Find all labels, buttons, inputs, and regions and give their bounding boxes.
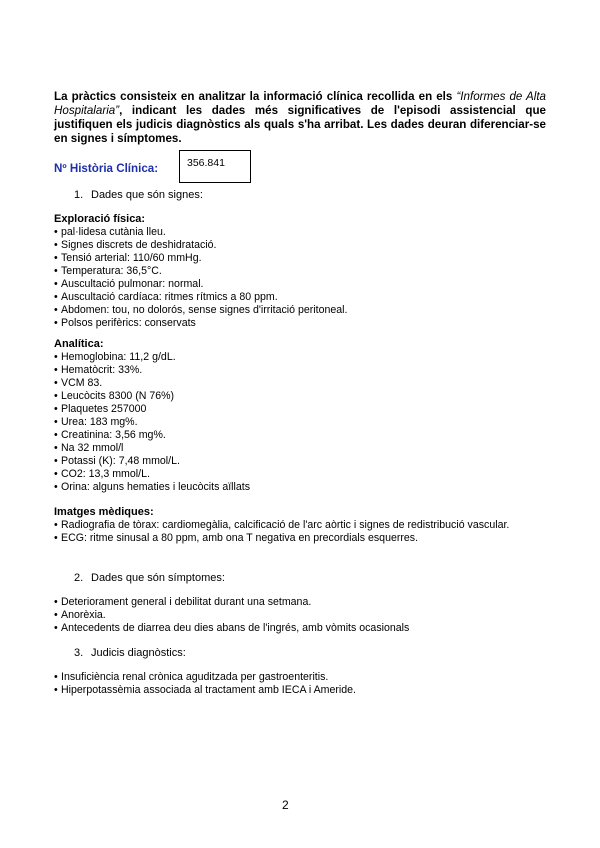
history-label: Nº Història Clínica: <box>54 162 159 175</box>
list-item: • Hemoglobina: 11,2 g/dL. <box>54 351 554 364</box>
list-item: • Orina: alguns hematies i leucòcits aïllats <box>54 481 554 494</box>
list-item: • Hiperpotassèmia associada al tractament amb IECA i Ameride. <box>54 684 554 697</box>
list-item: • Anorèxia. <box>54 609 554 622</box>
section1-title <box>74 189 203 201</box>
list-item: • Tensió arterial: 110/60 mmHg. <box>54 252 554 265</box>
list-item: • Antecedents de diarrea deu dies abans de l'ingrés, amb vòmits ocasionals <box>54 622 554 635</box>
list-item: • Hematòcrit: 33%. <box>54 364 554 377</box>
list-item: • VCM 83. <box>54 377 554 390</box>
section3-label: Judicis diagnòstics: <box>91 647 186 659</box>
symptoms-list <box>54 596 554 635</box>
list-item: • Urea: 183 mg%. <box>54 416 554 429</box>
imatges-list <box>54 519 554 545</box>
list-item: • Potassi (K): 7,48 mmol/L. <box>54 455 554 468</box>
exploracio-list <box>54 226 554 330</box>
list-item: • ECG: ritme sinusal a 80 ppm, amb ona T negativa en precordials esquerres. <box>54 532 554 545</box>
exploracio-heading: Exploració física: <box>54 213 146 225</box>
analitica-list <box>54 351 554 494</box>
list-item: • Temperatura: 36,5°C. <box>54 265 554 278</box>
list-item: • Deteriorament general i debilitat durant una setmana. <box>54 596 554 609</box>
history-number: 356.841 <box>187 157 225 169</box>
section2-number: 2. <box>74 572 84 584</box>
imatges-heading: Imatges mèdiques: <box>54 506 154 518</box>
list-item: • Insuficiència renal crònica aguditzada per gastroenteritis. <box>54 671 554 684</box>
section2-title <box>74 572 225 584</box>
section1-number: 1. <box>74 189 84 201</box>
analitica-heading: Analítica: <box>54 338 104 350</box>
list-item: • Leucòcits 8300 (N 76%) <box>54 390 554 403</box>
section2-label: Dades que són símptomes: <box>91 572 225 584</box>
intro-text-part2: , indicant les dades més significatives de l'episodi assistencial que justifiquen els judicis diagnòstics als quals s'ha arribat. Les dades deuran diferenciar-se en signes i símptomes. <box>54 104 546 145</box>
history-number-box <box>179 150 251 183</box>
list-item: • Na 32 mmol/l <box>54 442 554 455</box>
intro-text-part1: La pràctics consisteix en analitzar la informació clínica recollida en els <box>54 90 457 103</box>
list-item: • Radiografia de tòrax: cardiomegàlia, calcificació de l'arc aòrtic i signes de redistribució vascular. <box>54 519 554 532</box>
section3-title <box>74 647 186 659</box>
list-item: • Signes discrets de deshidratació. <box>54 239 554 252</box>
section3-number: 3. <box>74 647 84 659</box>
intro-paragraph <box>54 90 546 146</box>
list-item: • Polsos perifèrics: conservats <box>54 317 554 330</box>
list-item: • Creatinina: 3,56 mg%. <box>54 429 554 442</box>
page-number: 2 <box>282 798 289 812</box>
diagnosis-list <box>54 671 554 697</box>
intro-italic: “Informes de Alta Hospitalaria” <box>54 90 546 117</box>
section1-label: Dades que són signes: <box>91 189 203 201</box>
list-item: • Abdomen: tou, no dolorós, sense signes d'irritació peritoneal. <box>54 304 554 317</box>
list-item: • Auscultació pulmonar: normal. <box>54 278 554 291</box>
list-item: • pal·lidesa cutània lleu. <box>54 226 554 239</box>
list-item: • Auscultació cardíaca: ritmes rítmics a 80 ppm. <box>54 291 554 304</box>
list-item: • Plaquetes 257000 <box>54 403 554 416</box>
list-item: • CO2: 13,3 mmol/L. <box>54 468 554 481</box>
